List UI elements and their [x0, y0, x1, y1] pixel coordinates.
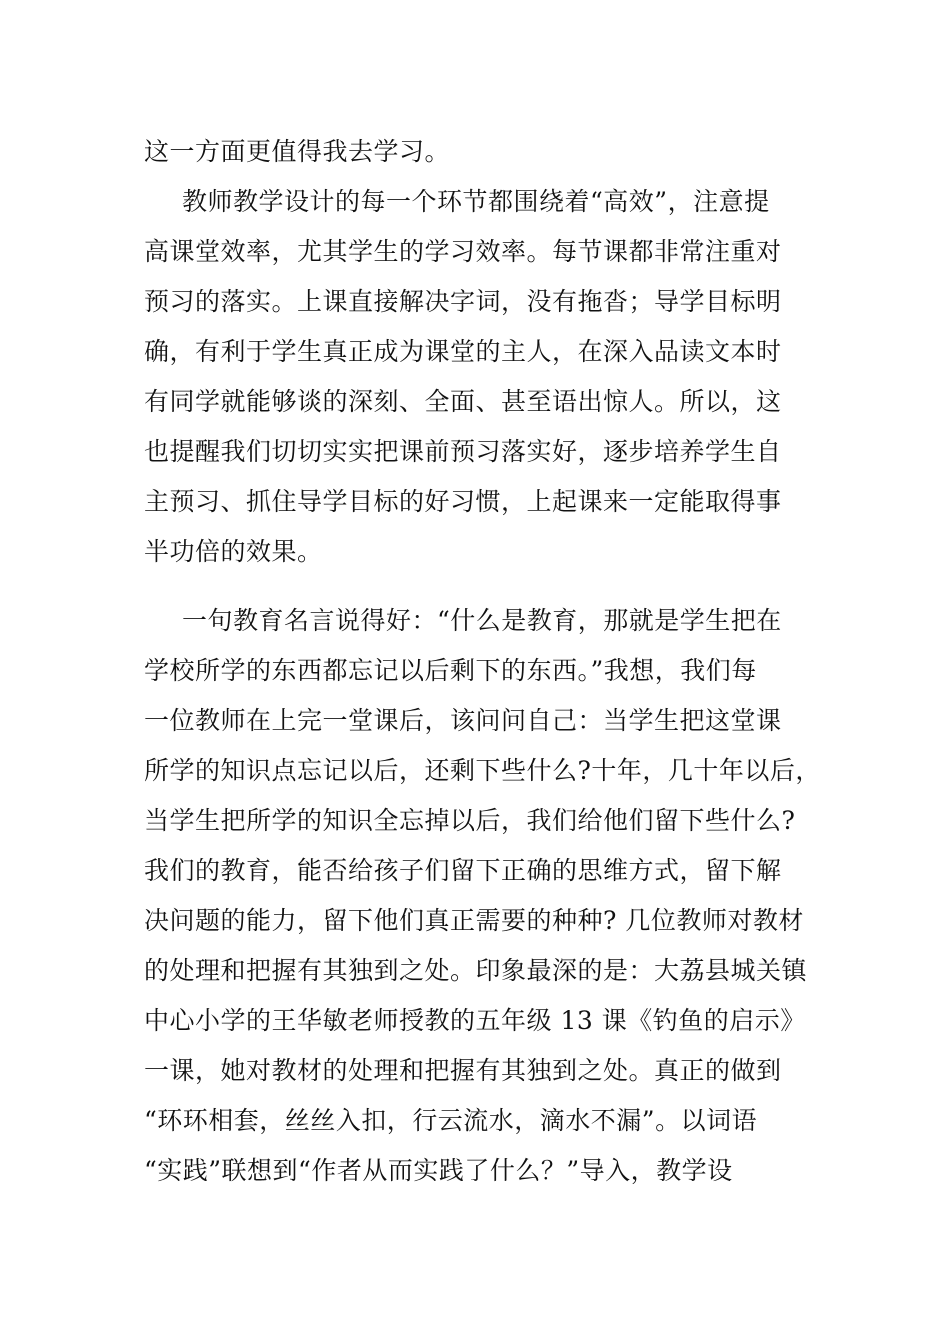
paragraph-3-line-4: 所学的知识点忘记以后，还剩下些什么?十年，几十年以后，	[144, 756, 821, 785]
paragraph-1-line-1: 这一方面更值得我去学习。	[144, 137, 451, 166]
paragraph-3-line-9: 中心小学的王华敏老师授教的五年级 13 课《钓鱼的启示》	[144, 1006, 806, 1035]
paragraph-3-line-7: 决问题的能力，留下他们真正需要的种种? 几位教师对教材	[144, 906, 804, 935]
paragraph-2-line-1: 教师教学设计的每一个环节都围绕着“高效”，注意提	[182, 187, 770, 216]
paragraph-2-line-2: 高课堂效率，尤其学生的学习效率。每节课都非常注重对	[144, 237, 782, 266]
paragraph-3-line-6: 我们的教育，能否给孩子们留下正确的思维方式，留下解	[144, 856, 782, 885]
paragraph-2-line-3: 预习的落实。上课直接解决字词，没有拖沓；导学目标明	[144, 287, 782, 316]
paragraph-2-line-5: 有同学就能够谈的深刻、全面、甚至语出惊人。所以，这	[144, 387, 782, 416]
paragraph-3-line-12: “实践”联想到“作者从而实践了什么？”导入，教学设	[144, 1156, 733, 1185]
paragraph-3-line-3: 一位教师在上完一堂课后，该问问自己：当学生把这堂课	[144, 706, 782, 735]
paragraph-3-line-2: 学校所学的东西都忘记以后剩下的东西。”我想，我们每	[144, 656, 757, 685]
paragraph-2-line-4: 确，有利于学生真正成为课堂的主人，在深入品读文本时	[144, 337, 782, 366]
paragraph-2-line-6: 也提醒我们切切实实把课前预习落实好，逐步培养学生自	[144, 437, 782, 466]
paragraph-3-line-11: “环环相套，丝丝入扣，行云流水，滴水不漏”。以词语	[144, 1106, 758, 1135]
paragraph-3-line-5: 当学生把所学的知识全忘掉以后，我们给他们留下些什么?	[144, 806, 796, 835]
paragraph-2-line-8: 半功倍的效果。	[144, 537, 323, 566]
paragraph-2-line-7: 主预习、抓住导学目标的好习惯，上起课来一定能取得事	[144, 487, 782, 516]
paragraph-3-line-1: 一句教育名言说得好：“什么是教育，那就是学生把在	[182, 606, 782, 635]
paragraph-3-line-8: 的处理和把握有其独到之处。印象最深的是：大荔县城关镇	[144, 956, 808, 985]
paragraph-3-line-10: 一课，她对教材的处理和把握有其独到之处。真正的做到	[144, 1056, 782, 1085]
